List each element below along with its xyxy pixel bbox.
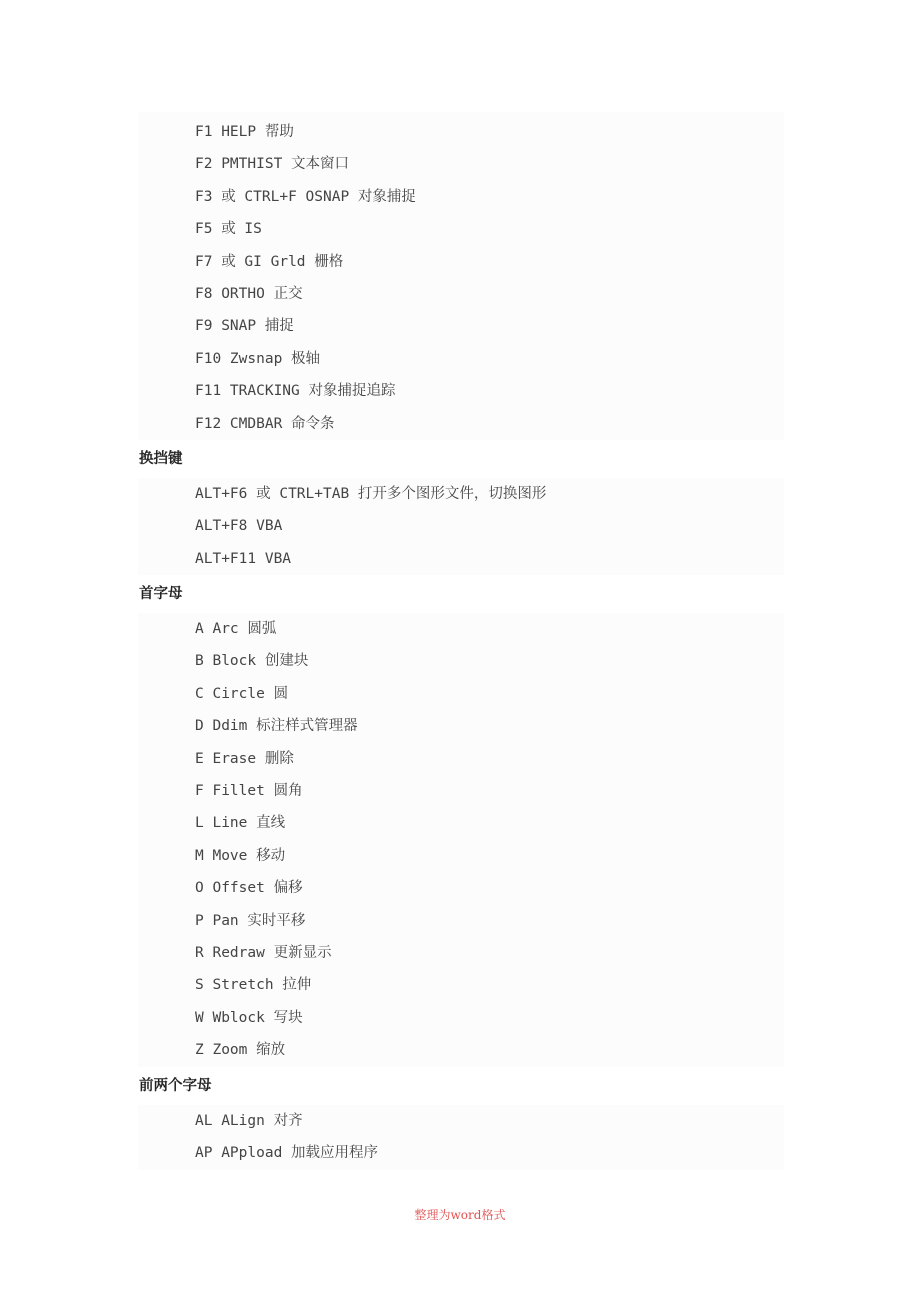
list-item: Z Zoom 缩放: [195, 1042, 286, 1059]
two-letter-section: [138, 1067, 784, 1170]
first-letter-section: [138, 575, 784, 1066]
list-item: F2 PMTHIST 文本窗口: [195, 156, 350, 173]
list-item: F3 或 CTRL+F OSNAP 对象捕捉: [195, 188, 416, 205]
list-item: AL ALign 对齐: [195, 1112, 303, 1129]
list-item: B Block 创建块: [195, 653, 309, 670]
list-item: P Pan 实时平移: [195, 912, 306, 929]
section-heading: 换挡键: [138, 440, 784, 478]
section-heading: 前两个字母: [138, 1067, 784, 1105]
list-item: E Erase 删除: [195, 750, 294, 767]
list-item: AP APpload 加载应用程序: [195, 1144, 379, 1161]
list-item: F7 或 GI Grld 栅格: [195, 253, 344, 270]
list-item: F Fillet 圆角: [195, 783, 303, 800]
list-item: F5 或 IS: [195, 221, 262, 238]
list-item: C Circle 圆: [195, 685, 289, 702]
list-item: F8 ORTHO 正交: [195, 285, 303, 302]
list-item: F10 Zwsnap 极轴: [195, 350, 321, 367]
list-item: S Stretch 拉伸: [195, 977, 312, 994]
list-item: F12 CMDBAR 命令条: [195, 415, 335, 432]
alt-key-section: [138, 440, 784, 575]
list-item: F1 HELP 帮助: [195, 124, 294, 140]
section-heading: 首字母: [138, 575, 784, 613]
list-item: M Move 移动: [195, 847, 286, 864]
list-item: ALT+F8 VBA: [195, 518, 283, 535]
list-item: W Wblock 写块: [195, 1009, 303, 1026]
function-key-section: [138, 116, 784, 440]
list-item: A Arc 圆弧: [195, 621, 277, 638]
page-footer: 整理为word格式: [414, 1208, 506, 1222]
list-item: R Redraw 更新显示: [195, 944, 332, 961]
list-item: L Line 直线: [195, 815, 286, 832]
list-item: F11 TRACKING 对象捕捉追踪: [195, 383, 396, 400]
list-item: D Ddim 标注样式管理器: [195, 718, 358, 735]
list-item: ALT+F11 VBA: [195, 550, 292, 567]
shortcut-list: [138, 116, 784, 1169]
list-item: F9 SNAP 捕捉: [195, 318, 294, 335]
list-item: ALT+F6 或 CTRL+TAB 打开多个图形文件，切换图形: [195, 485, 547, 502]
list-item: O Offset 偏移: [195, 880, 303, 897]
